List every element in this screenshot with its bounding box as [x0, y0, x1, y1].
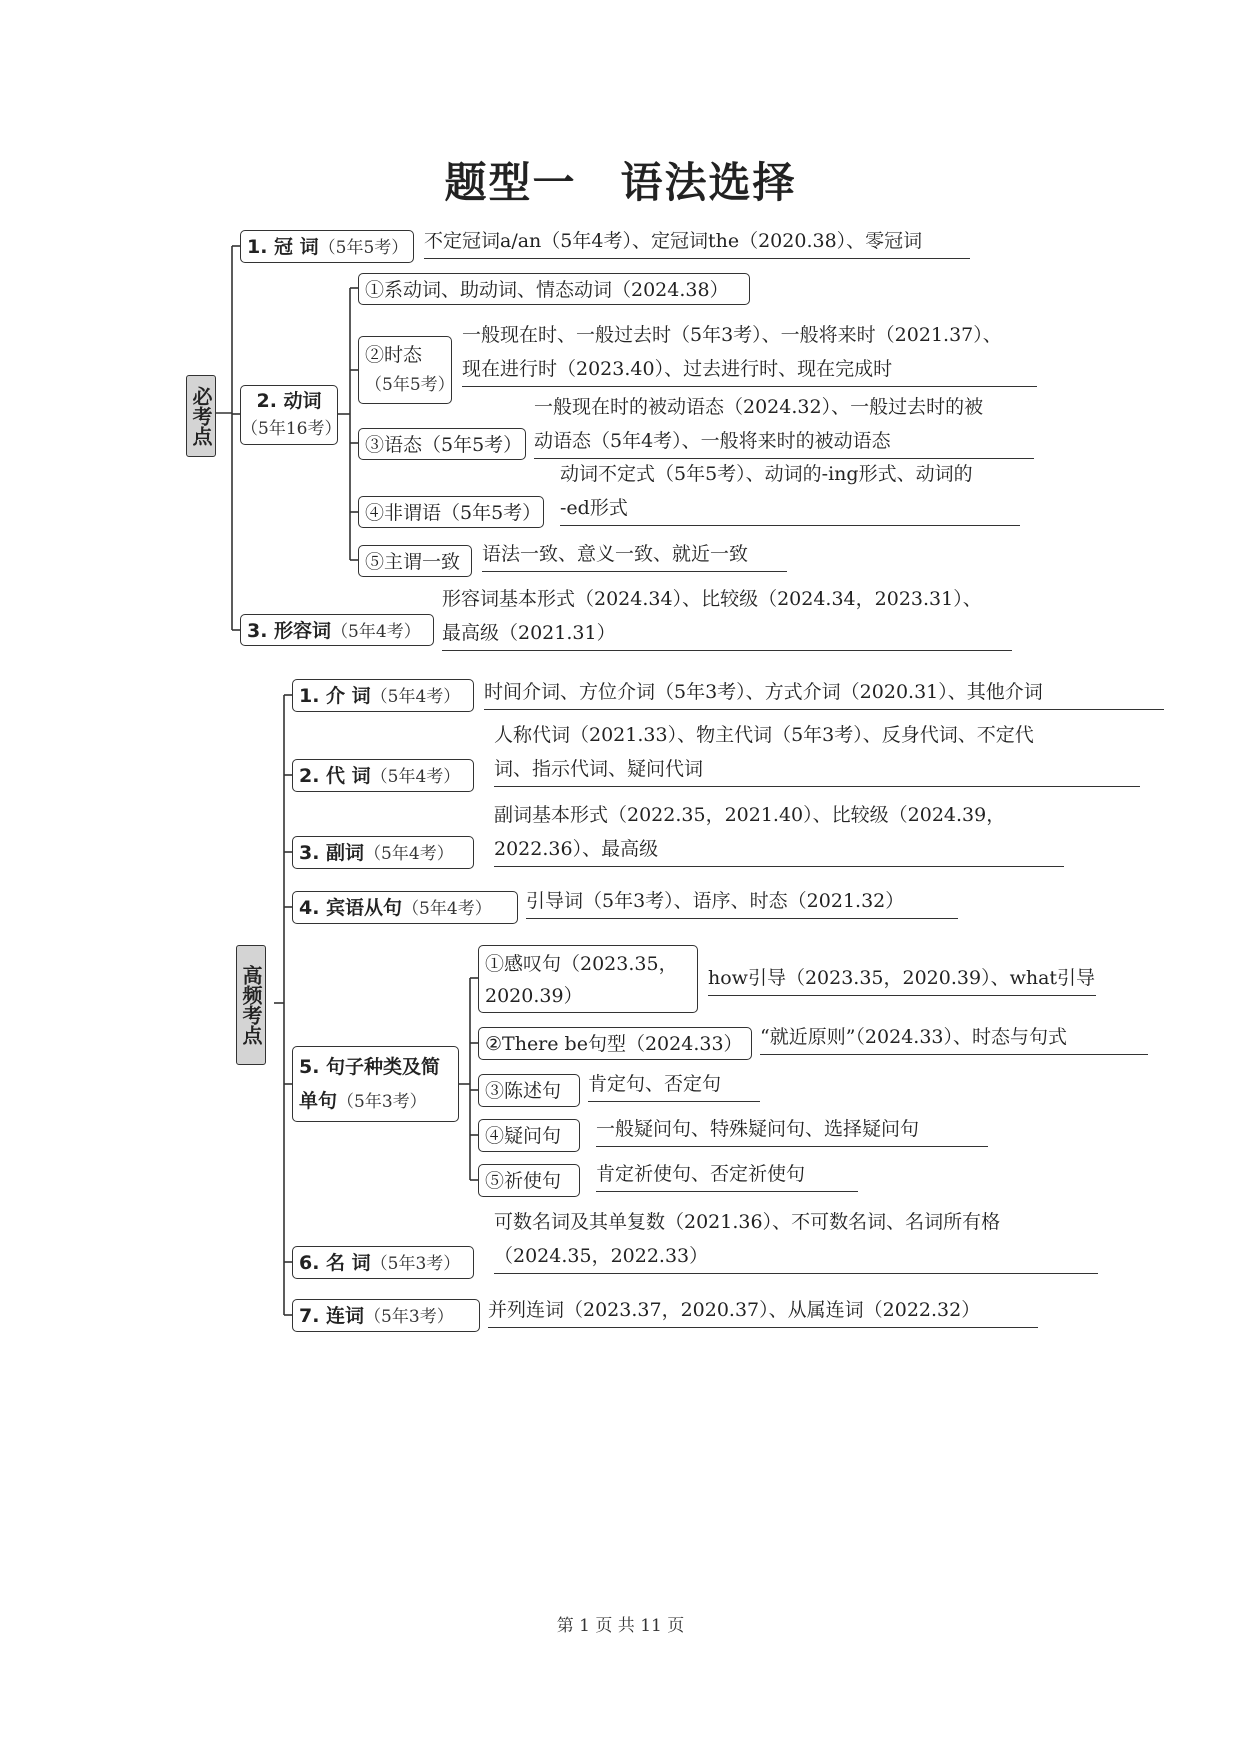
node-conjunction-count: （5年3考） [364, 1307, 454, 1327]
verb-sub-nonfinite: ④非谓语（5年5考） [358, 496, 544, 528]
node-noun [292, 1246, 474, 1279]
preposition-detail: 时间介词、方位介词（5年3考）、方式介词（2020.31）、其他介词 [484, 675, 1164, 710]
sentence-sub-interrogative: ④疑问句 [478, 1119, 580, 1152]
verb-tense-detail-1: 一般现在时、一般过去时（5年3考）、一般将来时（2021.37）、 [462, 324, 1002, 346]
node-sentence-types [292, 1046, 459, 1122]
adjective-detail-2: 最高级（2021.31） [442, 616, 1012, 651]
node-object-clause [292, 891, 518, 924]
node-sentence-name-2: 单句 [299, 1090, 338, 1112]
noun-detail-2: （2024.35，2022.33） [494, 1239, 1098, 1274]
imperative-detail: 肯定祈使句、否定祈使句 [596, 1157, 858, 1192]
page-footer: 第 1 页 共 11 页 [556, 1616, 685, 1636]
node-preposition-name: 1. 介 词 [299, 685, 371, 707]
declarative-detail: 肯定句、否定句 [588, 1067, 760, 1102]
pronoun-detail-2: 词、指示代词、疑问代词 [494, 752, 1140, 787]
sentence-sub-imperative: ⑤祈使句 [478, 1164, 580, 1197]
sentence-sub-declarative: ③陈述句 [478, 1074, 580, 1107]
verb-sub-voice: ③语态（5年5考） [358, 428, 526, 460]
node-preposition-count: （5年4考） [370, 687, 461, 707]
verb-tense-label: ②时态 [365, 344, 423, 366]
node-adjective-count: （5年4考） [331, 622, 421, 642]
node-adverb-name: 3. 副词 [299, 842, 365, 864]
verb-sub-tense [358, 336, 455, 404]
interrogative-detail: 一般疑问句、特殊疑问句、选择疑问句 [596, 1112, 988, 1147]
node-object-clause-name: 4. 宾语从句 [299, 897, 403, 919]
verb-nonfinite-detail-1: 动词不定式（5年5考）、动词的-ing形式、动词的 [560, 463, 973, 485]
verb-agreement-detail: 语法一致、意义一致、就近一致 [482, 537, 787, 572]
exclamatory-detail: how引导（2023.35，2020.39）、what引导 [708, 961, 1096, 996]
node-pronoun-count: （5年4考） [370, 767, 461, 787]
sentence-sub-there-be: ②There be句型（2024.33） [478, 1027, 752, 1060]
node-pronoun-name: 2. 代 词 [299, 765, 371, 787]
verb-sub-agreement: ⑤主谓一致 [358, 545, 472, 577]
adverb-detail-1: 副词基本形式（2022.35，2021.40）、比较级（2024.39， [494, 804, 1006, 826]
node-pronoun [292, 759, 474, 792]
node-adverb [292, 836, 474, 869]
sentence-sub-exclamatory [478, 945, 698, 1013]
verb-voice-detail-1: 一般现在时的被动语态（2024.32）、一般过去时的被 [534, 396, 984, 418]
node-object-clause-count: （5年4考） [402, 899, 492, 919]
root-must-test: 必考点 [186, 375, 216, 457]
verb-tense-detail-2: 现在进行时（2023.40）、过去进行时、现在完成时 [462, 352, 1037, 387]
verb-sub-auxiliary: ①系动词、助动词、情态动词（2024.38） [358, 273, 750, 305]
node-verb-count: （5年16考） [241, 419, 342, 439]
noun-detail-1: 可数名词及其单复数（2021.36）、不可数名词、名词所有格 [494, 1211, 1001, 1233]
adverb-detail-2: 2022.36）、最高级 [494, 832, 1064, 867]
exclamatory-label-2: 2020.39） [485, 985, 583, 1007]
pronoun-detail-1: 人称代词（2021.33）、物主代词（5年3考）、反身代词、不定代 [494, 724, 1034, 746]
node-conjunction-name: 7. 连词 [299, 1305, 365, 1327]
there-be-detail: “就近原则”（2024.33）、时态与句式 [760, 1020, 1148, 1055]
node-noun-name: 6. 名 词 [299, 1252, 371, 1274]
conjunction-detail: 并列连词（2023.37，2020.37）、从属连词（2022.32） [488, 1293, 1038, 1328]
verb-tense-count: （5年5考） [365, 375, 455, 395]
node-preposition [292, 679, 474, 712]
node-article [240, 230, 414, 263]
node-verb [240, 385, 342, 445]
page-title: 题型一 语法选择 [444, 158, 797, 207]
node-noun-count: （5年3考） [370, 1254, 461, 1274]
node-adjective-name: 3. 形容词 [247, 620, 332, 642]
verb-nonfinite-detail-2: -ed形式 [560, 491, 1020, 526]
exclamatory-label-1: ①感叹句（2023.35， [485, 953, 678, 975]
node-conjunction [292, 1299, 480, 1332]
verb-voice-detail-2: 动语态（5年4考）、一般将来时的被动语态 [534, 424, 1034, 459]
node-sentence-name-1: 5. 句子种类及简 [299, 1056, 441, 1078]
node-article-name: 1. 冠 词 [247, 236, 319, 258]
object-clause-detail: 引导词（5年3考）、语序、时态（2021.32） [526, 884, 958, 919]
node-sentence-count: （5年3考） [337, 1092, 427, 1112]
article-detail: 不定冠词a/an（5年4考）、定冠词the（2020.38）、零冠词 [424, 224, 970, 259]
node-adjective [240, 614, 434, 646]
root-high-frequency: 高频考点 [236, 945, 266, 1065]
node-verb-name: 2. 动词 [256, 390, 322, 412]
node-article-count: （5年5考） [318, 238, 409, 258]
node-adverb-count: （5年4考） [364, 844, 454, 864]
adjective-detail-1: 形容词基本形式（2024.34）、比较级（2024.34，2023.31）、 [442, 588, 982, 610]
